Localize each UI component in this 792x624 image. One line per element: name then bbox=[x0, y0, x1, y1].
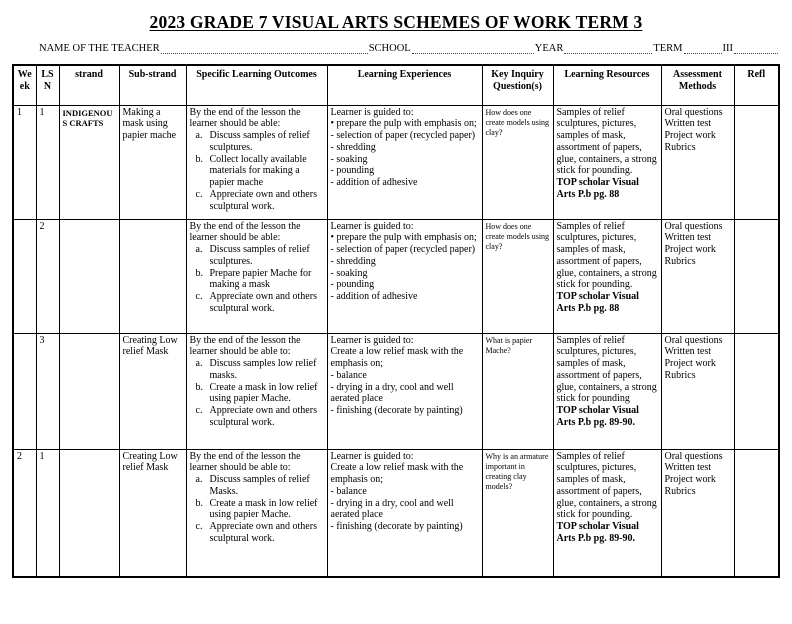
header-experiences: Learning Experiences bbox=[327, 65, 482, 105]
cell-lsn: 2 bbox=[36, 219, 59, 333]
header-resources: Learning Resources bbox=[553, 65, 661, 105]
teacher-name-blank bbox=[161, 42, 368, 54]
header-lsn: LSN bbox=[36, 65, 59, 105]
cell-key-inquiry: How does one create models using clay? bbox=[482, 219, 553, 333]
table-row bbox=[13, 105, 779, 219]
cell-outcomes: By the end of the lesson the learner should be able: a. Discuss samples of relief sculptures. b. Prepare papier Mache for making a mask c. Appreciate own and others sculptural work. bbox=[186, 219, 327, 333]
document-page bbox=[0, 12, 792, 578]
year-label: YEAR bbox=[534, 43, 564, 54]
school-blank bbox=[412, 42, 534, 54]
cell-outcomes: By the end of the lesson the learner should be able to: a. Discuss samples of relief Masks. b. Create a mask in low relief using papier Mache. c. Appreciate own and others sculptural work. bbox=[186, 449, 327, 577]
cell-experiences: Learner is guided to: Create a low relief mask with the emphasis on; - balance - drying in a dry, cool and well aerated place - finishing (decorate by painting) bbox=[327, 333, 482, 449]
cell-assessment: Oral questions Written test Project work Rubrics bbox=[661, 449, 734, 577]
cell-outcomes: By the end of the lesson the learner should be able: a. Discuss samples of relief sculptures. b. Collect locally available materials for making a papier mache c. Appreciate own and others sculptural work. bbox=[186, 105, 327, 219]
cell-experiences: Learner is guided to: • prepare the pulp with emphasis on; - selection of paper (recycled paper) - shredding - soaking - pounding - addition of adhesive bbox=[327, 219, 482, 333]
cell-reflection bbox=[734, 219, 779, 333]
table-row bbox=[13, 449, 779, 577]
cell-outcomes: By the end of the lesson the learner should be able to: a. Discuss samples low relief masks. b. Create a mask in low relief using papier Mache. c. Appreciate own and others sculptural work. bbox=[186, 333, 327, 449]
header-outcomes: Specific Learning Outcomes bbox=[186, 65, 327, 105]
page-title: 2023 GRADE 7 VISUAL ARTS SCHEMES OF WORK TERM 3 bbox=[149, 12, 643, 32]
cell-strand: INDIGENOUS CRAFTS bbox=[59, 105, 119, 219]
cell-key-inquiry: What is papier Mache? bbox=[482, 333, 553, 449]
header-substrand: Sub-strand bbox=[119, 65, 186, 105]
school-label: SCHOOL bbox=[368, 43, 411, 54]
cell-experiences: Learner is guided to: • prepare the pulp with emphasis on; - selection of paper (recycled paper) - shredding - soaking - pounding - addition of adhesive bbox=[327, 105, 482, 219]
cell-lsn: 1 bbox=[36, 105, 59, 219]
header-reflection: Refl bbox=[734, 65, 779, 105]
cell-reflection bbox=[734, 105, 779, 219]
cell-week: 2 bbox=[13, 449, 36, 577]
year-blank bbox=[564, 42, 652, 54]
cell-substrand: Creating Low relief Mask bbox=[119, 449, 186, 577]
term-value: III bbox=[722, 43, 733, 54]
term-trailing-blank bbox=[734, 42, 778, 54]
cell-assessment: Oral questions Written test Project work Rubrics bbox=[661, 105, 734, 219]
cell-assessment: Oral questions Written test Project work Rubrics bbox=[661, 333, 734, 449]
cell-strand bbox=[59, 333, 119, 449]
cell-resources: Samples of relief sculptures, pictures, samples of mask, assortment of papers, glue, containers, a strong stick for pounding TOP scholar Visual Arts P.b pg. 89-90. bbox=[553, 333, 661, 449]
teacher-name-label: NAME OF THE TEACHER bbox=[39, 43, 160, 54]
cell-key-inquiry: How does one create models using clay? bbox=[482, 105, 553, 219]
cell-key-inquiry: Why is an armature important in creating clay models? bbox=[482, 449, 553, 577]
cell-substrand bbox=[119, 219, 186, 333]
cell-week bbox=[13, 333, 36, 449]
cell-resources: Samples of relief sculptures, pictures, samples of mask, assortment of papers, glue, containers, a strong stick for pounding. TOP scholar Visual Arts P.b pg. 88 bbox=[553, 219, 661, 333]
header-strand: strand bbox=[59, 65, 119, 105]
table-row bbox=[13, 219, 779, 333]
cell-reflection bbox=[734, 333, 779, 449]
header-key-inquiry: Key Inquiry Question(s) bbox=[482, 65, 553, 105]
cell-strand bbox=[59, 219, 119, 333]
header-assessment: Assessment Methods bbox=[661, 65, 734, 105]
cell-lsn: 3 bbox=[36, 333, 59, 449]
header-week: Week bbox=[13, 65, 36, 105]
cell-assessment: Oral questions Written test Project work Rubrics bbox=[661, 219, 734, 333]
cell-substrand: Making a mask using papier mache bbox=[119, 105, 186, 219]
cell-strand bbox=[59, 449, 119, 577]
cell-resources: Samples of relief sculptures, pictures, samples of mask, assortment of papers, glue, containers, a strong stick for pounding. TOP scholar Visual Arts P.b pg. 89-90. bbox=[553, 449, 661, 577]
cell-week bbox=[13, 219, 36, 333]
cell-resources: Samples of relief sculptures, pictures, samples of mask, assortment of papers, glue, containers, a strong stick for pounding. TOP scholar Visual Arts P.b pg. 88 bbox=[553, 105, 661, 219]
table-row bbox=[13, 333, 779, 449]
header-row bbox=[13, 65, 779, 105]
cell-week: 1 bbox=[13, 105, 36, 219]
cell-substrand: Creating Low relief Mask bbox=[119, 333, 186, 449]
teacher-info-line bbox=[38, 40, 778, 54]
term-blank bbox=[684, 42, 722, 54]
cell-experiences: Learner is guided to: Create a low relief mask with the emphasis on; - balance - drying in a dry, cool and well aerated place - finishing (decorate by painting) bbox=[327, 449, 482, 577]
cell-lsn: 1 bbox=[36, 449, 59, 577]
cell-reflection bbox=[734, 449, 779, 577]
schemes-of-work-table bbox=[12, 64, 780, 578]
term-label: TERM bbox=[653, 43, 683, 54]
